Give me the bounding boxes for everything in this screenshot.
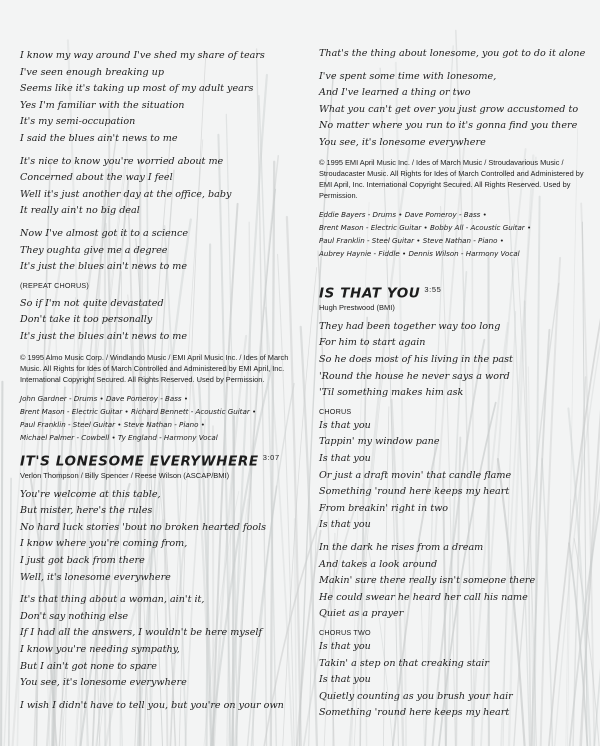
lyric-stanza — [319, 639, 594, 722]
lyric-line: What you can't get over you just grow accustomed to — [319, 103, 579, 115]
lyric-line: You see, it's lonesome everywhere — [319, 136, 486, 148]
lyric-stanza — [20, 698, 305, 715]
lyric-line: 'Round the house he never says a word — [319, 370, 510, 382]
song-title — [319, 285, 594, 302]
lyric-line: It's just the blues ain't news to me — [20, 261, 188, 273]
lyric-line: And I've learned a thing or two — [319, 87, 471, 99]
musician-credits — [20, 392, 305, 444]
credit-line: Aubrey Haynie - Fiddle • Dennis Wilson - Harmony Vocal — [319, 249, 520, 259]
songwriter-credits: Hugh Prestwood (BMI) — [319, 302, 395, 312]
lyric-line: He could swear he heard her call his name — [319, 591, 528, 603]
lyric-line: Makin' sure there really isn't someone there — [319, 575, 536, 587]
lyric-line: Well it's just another day at the office, baby — [20, 188, 232, 200]
lyric-stanza — [20, 487, 305, 587]
lyric-line: I've spent some time with lonesome, — [319, 70, 497, 82]
lyric-line: Is that you — [319, 419, 371, 431]
lyric-line: Or just a draft movin' that candle flame — [319, 469, 512, 481]
lyric-line: Well, it's lonesome everywhere — [20, 571, 171, 583]
lyric-stanza — [319, 418, 594, 534]
lyric-line: It's my semi-occupation — [20, 116, 136, 128]
lyric-line: Now I've almost got it to a science — [20, 227, 189, 239]
lyric-line: But mister, here's the rules — [20, 505, 153, 517]
lyric-line: So he does most of his living in the past — [319, 354, 513, 366]
right-column — [319, 0, 594, 726]
chorus-label: CHORUS — [319, 406, 352, 416]
lyric-line: I said the blues ain't news to me — [20, 132, 178, 144]
lyric-line: If I had all the answers, I wouldn't be here myself — [20, 627, 263, 639]
lyric-stanza — [20, 226, 305, 276]
musician-credits — [319, 208, 594, 260]
lyric-line: Seems like it's taking up most of my adult years — [20, 83, 254, 95]
lyric-line: Quietly counting as you brush your hair — [319, 690, 513, 702]
lyric-stanza — [20, 592, 305, 692]
lyric-line: Is that you — [319, 519, 371, 531]
lyric-line: I know you're needing sympathy, — [20, 643, 180, 655]
lyric-line: It's just the blues ain't news to me — [20, 330, 188, 342]
lyric-line: Is that you — [319, 674, 371, 686]
lyric-stanza — [20, 48, 305, 148]
song-title — [20, 453, 305, 470]
credit-line: Eddie Bayers - Drums • Dave Pomeroy - Bass • — [319, 210, 487, 220]
lyric-line: For him to start again — [319, 337, 426, 349]
credit-line: Brent Mason - Electric Guitar • Richard Bennett - Acoustic Guitar • — [20, 407, 257, 417]
lyric-line: I just got back from there — [20, 554, 145, 566]
lyric-line: Takin' a step on that creaking stair — [319, 657, 489, 669]
lyric-line: Something 'round here keeps my heart — [319, 486, 510, 498]
lyric-line: They had been together way too long — [319, 320, 501, 332]
song-header — [20, 453, 305, 482]
lyric-line: I wish I didn't have to tell you, but you're on your own — [20, 699, 284, 711]
lyric-line: No hard luck stories 'bout no broken hearted fools — [20, 521, 267, 533]
lyric-line: Quiet as a prayer — [319, 608, 404, 620]
credit-line: John Gardner - Drums • Dave Pomeroy - Bass • — [20, 394, 189, 404]
lyric-line: You see, it's lonesome everywhere — [20, 677, 187, 689]
lyric-stanza — [20, 296, 305, 346]
lyric-line: But I ain't got none to spare — [20, 660, 157, 672]
song-title-text: IT'S LONESOME EVERYWHERE — [20, 453, 259, 470]
song-duration: 3:55 — [424, 285, 442, 295]
lyric-stanza — [319, 46, 594, 63]
lyric-line: I know where you're coming from, — [20, 538, 188, 550]
lyric-stanza — [319, 540, 594, 623]
lyric-line: Concerned about the way I feel — [20, 172, 173, 184]
lyric-line: You're welcome at this table, — [20, 488, 161, 500]
song-header — [319, 285, 594, 314]
lyric-line: And takes a look around — [319, 558, 438, 570]
lyric-line: Something 'round here keeps my heart — [319, 707, 510, 719]
lyric-line: I know my way around I've shed my share of tears — [20, 50, 265, 61]
songwriter-credits: Verlon Thompson / Billy Spencer / Reese Wilson (ASCAP/BMI) — [20, 470, 230, 480]
lyric-line: It's that thing about a woman, ain't it, — [20, 594, 205, 606]
lyric-line: Don't say nothing else — [20, 610, 129, 622]
song-duration: 3:07 — [262, 453, 280, 463]
repeat-chorus-label: (REPEAT CHORUS) — [20, 280, 90, 290]
credit-line: Brent Mason - Electric Guitar • Bobby All - Acoustic Guitar • — [319, 223, 532, 233]
lyric-line: 'Til something makes him ask — [319, 387, 464, 399]
copyright-notice: © 1995 EMI April Music Inc. / Ides of March Music / Stroudavarious Music / Stroudacaster Music. All Rights for Ides of March Controlled and Administered by EMI April, Inc. International Copyright Secured. All Rights Reserved. Used by Permission. — [319, 157, 584, 201]
left-column — [20, 0, 305, 718]
credit-line: Paul Franklin - Steel Guitar • Steve Nathan - Piano • — [20, 420, 205, 430]
lyric-stanza — [319, 319, 594, 402]
lyric-line: In the dark he rises from a dream — [319, 542, 484, 553]
copyright-notice: © 1995 Almo Music Corp. / Windlando Music / EMI April Music Inc. / Ides of March Music. All Rights for Ides of March Controlled and Administered by EMI April, Inc. International Copyright Secured. All Rights Reserved. Used by Permission. — [20, 352, 289, 384]
lyric-line: So if I'm not quite devastated — [20, 297, 164, 309]
lyric-line: They oughta give me a degree — [20, 244, 168, 256]
credit-line: Paul Franklin - Steel Guitar • Steve Nathan - Piano • — [319, 236, 504, 246]
lyric-stanza — [319, 69, 594, 152]
credit-line: Michael Palmer - Cowbell • Ty England - Harmony Vocal — [20, 433, 218, 443]
lyric-line: It's nice to know you're worried about me — [20, 155, 224, 167]
lyric-line: From breakin' right in two — [319, 502, 449, 514]
lyric-line: Don't take it too personally — [20, 314, 153, 326]
lyric-line: Is that you — [319, 640, 371, 652]
lyric-line: No matter where you run to it's gonna find you there — [319, 120, 578, 132]
lyric-line: It really ain't no big deal — [20, 205, 140, 217]
lyric-line: Yes I'm familiar with the situation — [20, 99, 185, 111]
lyric-line: That's the thing about lonesome, you got to do it alone — [319, 48, 586, 59]
lyric-line: Tappin' my window pane — [319, 436, 440, 448]
lyric-line: Is that you — [319, 453, 371, 465]
lyric-line: I've seen enough breaking up — [20, 66, 164, 78]
lyric-stanza — [20, 154, 305, 220]
song-title-text: IS THAT YOU — [319, 285, 421, 302]
chorus-two-label: CHORUS TWO — [319, 627, 371, 637]
